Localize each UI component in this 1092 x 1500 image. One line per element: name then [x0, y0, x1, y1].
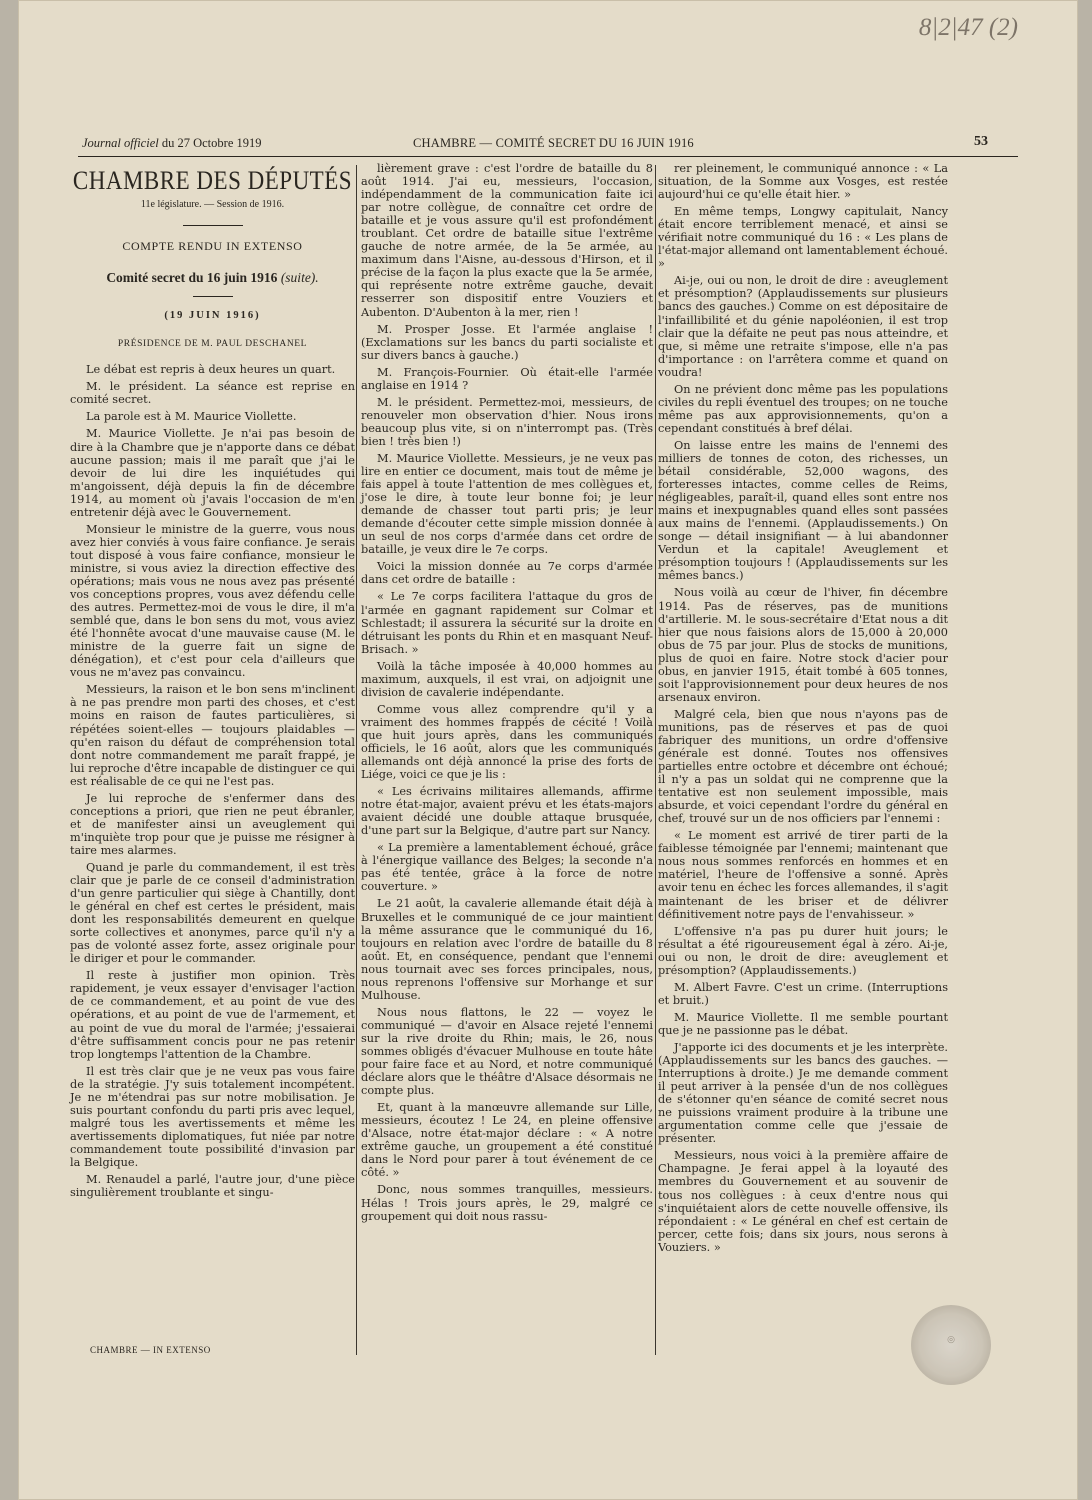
paragraph: Malgré cela, bien que nous n'ayons pas de munitions, pas de réserves et pas de quoi fabriquer des munitions, un ordre d'offensive générale est donné. Toutes nos offensives partielles entre octobre et décembre ont échoué; il n'y a pas un soldat qui ne comprenne que la tentative est non seulement impossible, mais absurde, et voici cependant l'ordre du général en chef, trouvé sur un de nos officiers par l'ennemi : [658, 707, 948, 826]
paragraph: Quand je parle du commandement, il est très clair que je parle de ce conseil d'administration d'un genre particulier qui siège à Chantilly, dont le général en chef est certes le président, mais dont les responsabilités demeurent en quelque sorte collectives et anonymes, parce qu'il n'y a pas de volonté assez forte, assez originale pour le diriger et pour le commander. [70, 860, 355, 966]
comite-rule [193, 296, 233, 297]
paragraph: Voilà la tâche imposée à 40,000 hommes au maximum, auxquels, il est vrai, on adjoignit une division de cavalerie indépendante. [361, 659, 653, 699]
session-line: 11e législature. — Session de 1916. [140, 199, 285, 211]
column-2 [361, 162, 653, 1227]
paragraph: J'apporte ici des documents et je les interprète. (Applaudissements sur les bancs des gauches. — Interruptions à droite.) Je me demande comment il peut arriver à la pensée d'un de nos collègues de s'étonner qu'en séance de comité secret nous ne puissions vraiment produire à la tribune une argumentation comme celle que j'essaie de présenter. [658, 1041, 948, 1146]
page-number: 53 [974, 134, 988, 149]
column-3 [658, 162, 948, 1258]
column-1-text [70, 363, 355, 1199]
paragraph: Comme vous allez comprendre qu'il y a vraiment des hommes frappés de cécité ! Voilà que huit jours après, dans les communiqués officiels, le 16 août, alors que les communiqués allemands ont déjà annoncé la prise des forts de Liége, voici ce que je lis : [361, 702, 653, 782]
paragraph: M. Albert Favre. C'est un crime. (Interruptions et bruit.) [658, 980, 948, 1007]
paragraph: rer pleinement, le communiqué annonce : « La situation, de la Somme aux Vosges, est restée aujourd'hui ce qu'elle était hier. » [658, 162, 948, 202]
paragraph: Le 21 août, la cavalerie allemande était déjà à Bruxelles et le communiqué de ce jour maintient la même assurance que le communiqué du 16, toujours en relation avec l'ordre de bataille du 8 août. Et, en conséquence, pendant que l'ennemi nous tournait avec ses forces principales, nous, nous reprenons l'offensive sur Morhange et sur Mulhouse. [361, 897, 653, 1002]
column-2-text [361, 162, 653, 1223]
header-title: CHAMBRE — COMITÉ SECRET DU 16 JUIN 1916 [413, 136, 694, 150]
running-header [68, 134, 1018, 156]
footer-note: CHAMBRE — IN EXTENSO [90, 1345, 211, 1355]
paragraph: lièrement grave : c'est l'ordre de bataille du 8 août 1914. J'ai eu, messieurs, l'occasion, indépendamment de la communication faite ici par notre collègue, de connaître cet ordre de bataille et je vous assure qu'il est profondément troublant. Cet ordre de bataille situe l'extrême gauche de notre armée, de la 5e armée, au maximum dans l'Aisne, au-dessous d'Hirson, et il précise de la façon la plus exacte que la 5e armée, qui représente notre extrême gauche, devait resserrer son dispositif entre Vouziers et Aubenton. D'Aubenton à la mer, rien ! [361, 162, 653, 319]
paragraph: Et, quant à la manœuvre allemande sur Lille, messieurs, écoutez ! Le 24, en pleine offensive d'Alsace, notre état-major déclare : « A notre extrême gauche, un groupement a été constitué dans le Nord pour parer à tout événement de ce côté. » [361, 1101, 653, 1180]
paragraph: Messieurs, la raison et le bon sens m'inclinent à ne pas prendre mon parti des choses, et c'est moins en raison de fautes particulières, si répétées soient-elles — toujours plaidables — qu'en raison du défaut de compréhension total dont notre commandement me paraît frappé, je lui reproche d'être incapable de distinguer ce qui est réalisable de ce qui ne l'est pas. [70, 683, 355, 788]
paragraph: M. Prosper Josse. Et l'armée anglaise ! (Exclamations sur les bancs du parti socialiste et sur divers bancs à gauche.) [361, 322, 653, 362]
paragraph: Il reste à justifier mon opinion. Très rapidement, je veux essayer d'envisager l'action de ce commandement, et au point de vue des opérations, et au point de vue de l'armement, et au point de vue du moral de l'armée; j'essaierai d'être suffisamment concis pour ne pas retenir trop longtemps l'attention de la Chambre. [70, 969, 355, 1061]
newspaper-page [18, 0, 1078, 1500]
comite-title: Comité secret du 16 juin 1916 (suite). [106, 270, 319, 286]
paragraph: M. le président. Permettez-moi, messieurs, de renouveler mon observation d'hier. Nous irons beaucoup plus vite, si on n'interrompt pas. (Très bien ! très bien !) [361, 395, 653, 448]
masthead [70, 166, 355, 351]
paragraph: L'offensive n'a pas pu durer huit jours; le résultat a été rigoureusement égal à zéro. Ai-je, oui ou non, le droit de dire: aveuglement et présomption? (Applaudissements.) [658, 924, 948, 977]
paragraph: La parole est à M. Maurice Viollette. [86, 410, 297, 424]
header-rule [78, 156, 1018, 157]
paragraph: Ai-je, oui ou non, le droit de dire : aveuglement et présomption? (Applaudissements sur plusieurs bancs des gauches.) Comme on est dépositaire de l'infaillibilité et du génie napoléonien, il est trop clair que la défaite ne peut pas nous atteindre, et que, si même une retraite s'impose, elle n'a pas d'importance : on l'arrêtera comme et quand on voudra! [658, 274, 948, 379]
masthead-rule [183, 225, 243, 226]
archive-handwritten-mark: 8|2|47 (2) [918, 14, 1018, 41]
paragraph: M. Renaudel a parlé, l'autre jour, d'une pièce singulièrement troublante et singu- [70, 1173, 355, 1200]
paragraph: On laisse entre les mains de l'ennemi des milliers de tonnes de coton, des richesses, un bétail considérable, 52,000 wagons, des forteresses intactes, comme celles de Reims, négligeables, paraît-il, quand elles sont entre nos mains et inexpugnables quand elles sont passées aux mains de l'ennemi. (Applaudissements.) On songe — détail insignifiant — à lui abandonner Verdun et la capitale! Aveuglement et présomption toujours ! (Applaudissements sur les mêmes bancs.) [658, 438, 948, 583]
presidence-line: PRÉSIDENCE DE M. PAUL DESCHANEL [117, 339, 308, 350]
paragraph: M. le président. La séance est reprise en comité secret. [70, 380, 355, 407]
paragraph: Le débat est repris à deux heures un quart. [86, 363, 336, 377]
paragraph: Monsieur le ministre de la guerre, vous nous avez hier conviés à vous faire confiance. Je serais tout disposé à vous faire confiance, monsieur le ministre, si vous aviez la direction effective des opérations; mais vous ne nous avez pas présenté vos conceptions propres, vous avez défendu celle des autres. Permettez-moi de vous le dire, il m'a semblé que, dans le bon sens du mot, vous aviez été l'honnête avocat d'une mauvaise cause (M. le ministre de la guerre fait un signe de dénégation), et c'est pour cela d'ailleurs que vous ne m'avez pas convaincu. [70, 522, 355, 680]
chamber-title: CHAMBRE DES DÉPUTÉS [72, 166, 353, 195]
paragraph: M. Maurice Viollette. Je n'ai pas besoin de dire à la Chambre que je n'apporte dans ce débat aucune passion; mais il me paraît que j'ai le devoir de lui dire les inquiétudes qui m'angoissent, déjà depuis la fin de décembre 1914, au moment où j'avais l'occasion de m'en entretenir déjà avec le Gouvernement. [70, 427, 355, 519]
paragraph: M. François-Fournier. Où était-elle l'armée anglaise en 1914 ? [361, 365, 653, 392]
library-seal-stamp: ◎ [911, 1305, 991, 1385]
paragraph: En même temps, Longwy capitulait, Nancy était encore terriblement menacé, et ainsi se vérifiait notre communiqué du 16 : « Les plans de l'état-major allemand ont lamentablement échoué. » [658, 205, 948, 271]
column-divider-1 [356, 165, 357, 1355]
paragraph: « Le moment est arrivé de tirer parti de la faiblesse témoignée par l'ennemi; maintenant que nous nous sommes renforcés en hommes et en matériel, l'heure de l'offensive a sonné. Après avoir tenu en échec les forces allemandes, il s'agit maintenant de les briser et de délivrer définitivement notre pays de l'envahisseur. » [658, 829, 948, 921]
paragraph: Il est très clair que je ne veux pas vous faire de la stratégie. J'y suis totalement incompétent. Je ne m'étendrai pas sur notre mobilisation. Je suis pourtant confondu du parti pris avec lequel, malgré tous les avertissements et même les avertissements diplomatiques, fut niée par notre commandement toute possibilité d'invasion par la Belgique. [70, 1064, 355, 1169]
paragraph: Messieurs, nous voici à la première affaire de Champagne. Je ferai appel à la loyauté des membres du Gouvernement et au souvenir de tous nos collègues : à ceux d'entre nous qui s'inquiétaient alors de cette nouvelle offensive, ils répondaient : « Le général en chef est certain de percer, cette fois; dans six jours, nous serons à Vouziers. » [658, 1149, 948, 1254]
compte-rendu-title: COMPTE RENDU IN EXTENSO [122, 239, 303, 254]
paragraph: Donc, nous sommes tranquilles, messieurs. Hélas ! Trois jours après, le 29, malgré ce groupement qui doit nous rassu- [361, 1183, 653, 1223]
paragraph: On ne prévient donc même pas les populations civiles du repli éventuel des troupes; on ne touche même pas aux approvisionnements, qu'on a cependant constitués à bref délai. [658, 382, 948, 435]
paragraph: M. Maurice Viollette. Il me semble pourtant que je ne passionne pas le débat. [658, 1010, 948, 1037]
header-journal: Journal officiel du 27 Octobre 1919 [82, 136, 262, 150]
paragraph: « La première a lamentablement échoué, grâce à l'énergique vaillance des Belges; la seconde n'a pas été tentée, grâce à la force de notre couverture. » [361, 841, 653, 894]
session-date: (19 JUIN 1916) [164, 310, 261, 322]
paragraph: « Le 7e corps facilitera l'attaque du gros de l'armée en gagnant rapidement sur Colmar et Schlestadt; il assurera la sécurité sur la droite en détruisant les ponts du Rhin et en masquant Neuf-Brisach. » [361, 590, 653, 656]
paragraph: Nous voilà au cœur de l'hiver, fin décembre 1914. Pas de réserves, pas de munitions d'artillerie. M. le sous-secrétaire d'Etat nous a dit hier que nous faisions alors de 15,000 à 20,000 obus de 75 par jour. Plus de stocks de munitions, plus de quoi en faire. Notre stock d'acier pour obus, en janvier 1915, était tombé à 605 tonnes, soit l'approvisionnement pour deux heures de nos arsenaux environ. [658, 586, 948, 704]
paragraph: M. Maurice Viollette. Messieurs, je ne veux pas lire en entier ce document, mais tout de même je fais appel à toute l'attention de mes collègues et, j'ose le dire, à toute leur bonne foi; je leur demande de chasser tout parti pris; je leur demande d'écouter cette simple mission donnée à un seul de nos corps d'armée dans cet ordre de bataille, je veux dire le 7e corps. [361, 451, 653, 557]
paragraph: Je lui reproche de s'enfermer dans des conceptions a priori, que rien ne peut ébranler, et de manifester ainsi un aveuglement qui m'inquiète trop pour que je puisse me résigner à taire mes alarmes. [70, 791, 355, 857]
paragraph: Nous nous flattons, le 22 — voyez le communiqué — d'avoir en Alsace rejeté l'ennemi sur la rive droite du Rhin; mais, le 26, nous sommes obligés d'évacuer Mulhouse en toute hâte pour faire face et au Nord, et notre communiqué déclare alors que le théâtre d'Alsace désormais ne compte plus. [361, 1005, 653, 1098]
paragraph: Voici la mission donnée au 7e corps d'armée dans cet ordre de bataille : [361, 560, 653, 587]
column-1 [70, 162, 355, 1203]
column-3-text [658, 162, 948, 1254]
column-divider-2 [655, 165, 656, 1355]
paragraph: « Les écrivains militaires allemands, affirme notre état-major, avaient prévu et les états-majors avaient décidé une double attaque brusquée, d'une part sur la Belgique, d'autre part sur Nancy. [361, 785, 653, 838]
